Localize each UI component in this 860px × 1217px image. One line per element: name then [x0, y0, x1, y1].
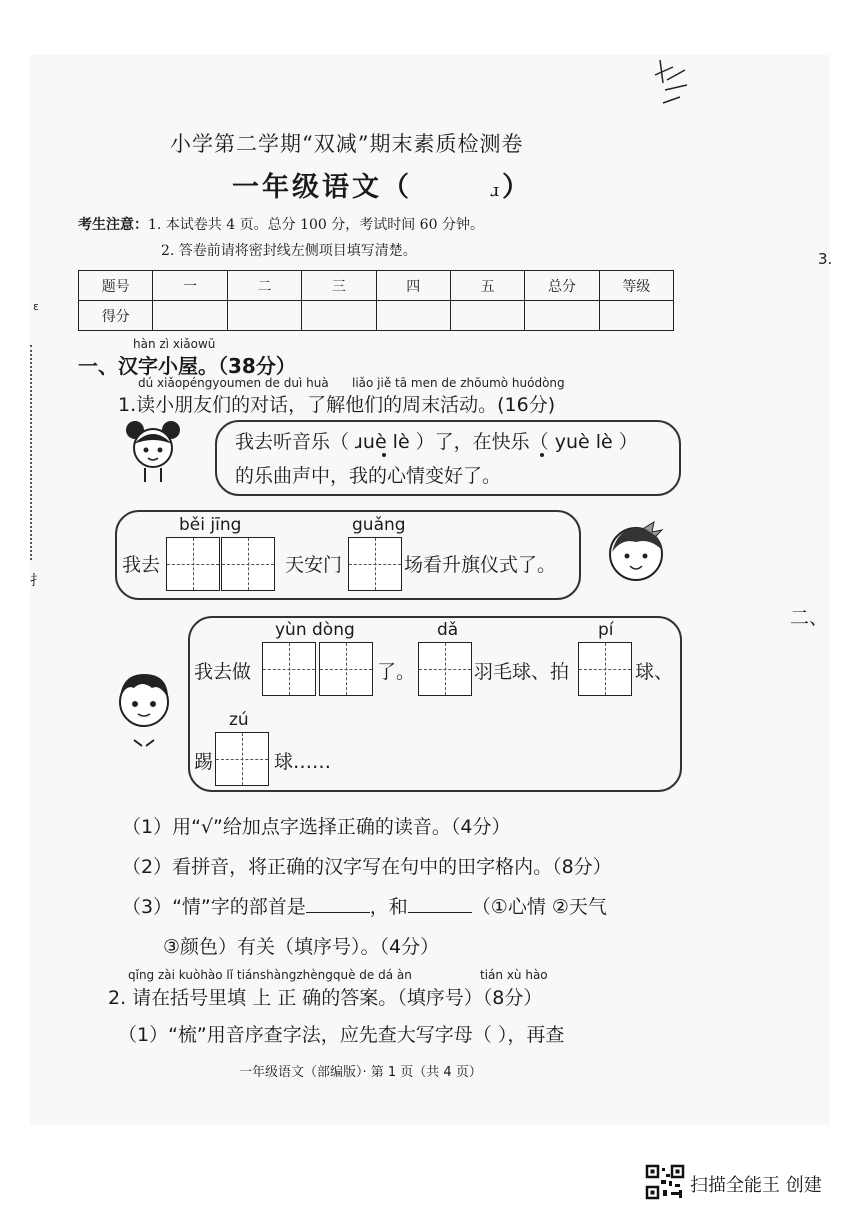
tianzige-box[interactable] — [166, 537, 220, 591]
binding-line — [30, 345, 32, 560]
score-cell: 二 — [227, 271, 301, 301]
q2-pinyin-a: qǐng zài kuòhào lǐ tiánshàngzhèngquè de dá àn — [128, 968, 412, 982]
scanner-watermark: 扫描全能王 创建 — [690, 1175, 822, 1196]
girl-buns-avatar — [123, 418, 183, 484]
tianzige-box[interactable] — [319, 642, 373, 696]
notice-line-2: 2. 答卷前请将密封线左侧项目填写清楚。 — [161, 243, 417, 259]
subq-3-a: （3）“情”字的部首是 — [122, 896, 306, 918]
emphasis-dot — [382, 453, 386, 457]
subtitle-mark: ɹ — [489, 180, 502, 201]
tianzige-box[interactable] — [578, 642, 632, 696]
pinyin-da: dǎ — [437, 620, 459, 640]
emphasis-dot — [540, 453, 544, 457]
score-cell: 五 — [450, 271, 524, 301]
answer-blank[interactable] — [306, 894, 370, 913]
section1-pinyin: hàn zì xiǎowū — [133, 337, 216, 351]
section1-title: 一、汉字小屋。（38分） — [78, 354, 296, 378]
score-cell: 题号 — [79, 271, 153, 301]
bubble2-pre: 我去 — [122, 554, 161, 576]
pinyin-zu: zú — [229, 710, 249, 730]
subq-3 — [122, 892, 607, 919]
bubble3-pre: 我去做 — [194, 661, 252, 683]
margin-question-number: 3. — [818, 250, 833, 268]
q1-text: 1.读小朋友们的对话，了解他们的周末活动。(16分) — [118, 394, 556, 416]
q1-pinyin-b: liǎo jiě tā men de zhōumò huódòng — [352, 376, 565, 390]
tianzige-box[interactable] — [348, 537, 402, 591]
notice-label: 考生注意： — [78, 217, 148, 233]
subq-1: （1）用“√”给加点字选择正确的读音。（4分） — [122, 816, 511, 838]
notice-line-1 — [78, 214, 484, 234]
girl-bow-avatar — [604, 520, 668, 584]
score-input-cell[interactable] — [599, 301, 673, 331]
bubble3-pre2: 踢 — [194, 751, 214, 773]
pinyin-guang: guǎng — [352, 515, 406, 535]
binding-mark: ɛ — [33, 300, 39, 313]
subq-3-b: ，和 — [369, 896, 408, 918]
score-input-cell[interactable] — [525, 301, 599, 331]
page-footer: 一年级语文（部编版）· 第 1 页（共 4 页） — [239, 1065, 482, 1080]
score-input-cell[interactable] — [450, 301, 524, 331]
bubble3-mid1: 了。 — [377, 661, 416, 683]
tianzige-box[interactable] — [418, 642, 472, 696]
score-table-header-row — [79, 271, 674, 301]
pinyin-beijing: běi jīng — [179, 515, 242, 535]
qr-code-icon — [645, 1164, 685, 1200]
score-cell: 总分 — [525, 271, 599, 301]
score-input-cell[interactable] — [153, 301, 227, 331]
bubble2-mid: 天安门 — [285, 554, 343, 576]
score-input-cell[interactable] — [227, 301, 301, 331]
exam-subtitle — [232, 165, 532, 204]
bubble3-mid2: 羽毛球、拍 — [474, 661, 570, 683]
tianzige-box[interactable] — [262, 642, 316, 696]
bubble1-line1: 我去听音乐（ ɹuè lè ）了，在快乐（ yuè lè ） — [235, 431, 638, 453]
subq-2: （2）看拼音，将正确的汉字写在句中的田字格内。（8分） — [122, 856, 612, 878]
boy-avatar — [112, 668, 176, 752]
tianzige-box[interactable] — [215, 732, 269, 786]
exam-title: 小学第二学期“双减”期末素质检测卷 — [170, 132, 524, 156]
subq-3-c: （①心情 ②天气 — [471, 896, 607, 918]
score-table-score-row — [79, 301, 674, 331]
bubble1-line2: 的乐曲声中，我的心情变好了。 — [235, 465, 502, 487]
subtitle-close: ） — [502, 172, 532, 203]
notice-text-1: 1. 本试卷共 4 页。总分 100 分，考试时间 60 分钟。 — [148, 217, 484, 233]
answer-blank[interactable] — [408, 894, 472, 913]
pinyin-pi: pí — [598, 620, 614, 640]
score-cell: 等级 — [599, 271, 673, 301]
pinyin-yundong: yùn dòng — [275, 620, 355, 640]
bubble3-end1: 球、 — [635, 661, 674, 683]
bubble3-post2: 球…… — [274, 751, 332, 773]
subtitle-text: 一年级语文（ — [232, 172, 412, 203]
q2-text: 2. 请在括号里填 上 正 确的答案。（填序号）（8分） — [108, 987, 543, 1009]
score-cell: 四 — [376, 271, 450, 301]
q1-pinyin-a: dú xiǎopéngyoumen de duì huà — [138, 376, 329, 390]
q2-pinyin-b: tián xù hào — [480, 968, 548, 982]
score-cell: 得分 — [79, 301, 153, 331]
bubble2-post: 场看升旗仪式了。 — [404, 554, 557, 576]
handwriting-scribble — [645, 55, 695, 110]
tianzige-box[interactable] — [221, 537, 275, 591]
score-cell: 一 — [153, 271, 227, 301]
score-input-cell[interactable] — [302, 301, 376, 331]
margin-section-number: 二、 — [790, 607, 829, 629]
binding-mark: 扌 — [30, 573, 44, 589]
subq-3-cont: ③颜色）有关（填序号）。（4分） — [163, 936, 440, 958]
score-cell: 三 — [302, 271, 376, 301]
score-table — [78, 270, 674, 331]
q2-sub1: （1）“梳”用音序查字法，应先查大写字母（ ），再查 — [118, 1024, 565, 1046]
score-input-cell[interactable] — [376, 301, 450, 331]
